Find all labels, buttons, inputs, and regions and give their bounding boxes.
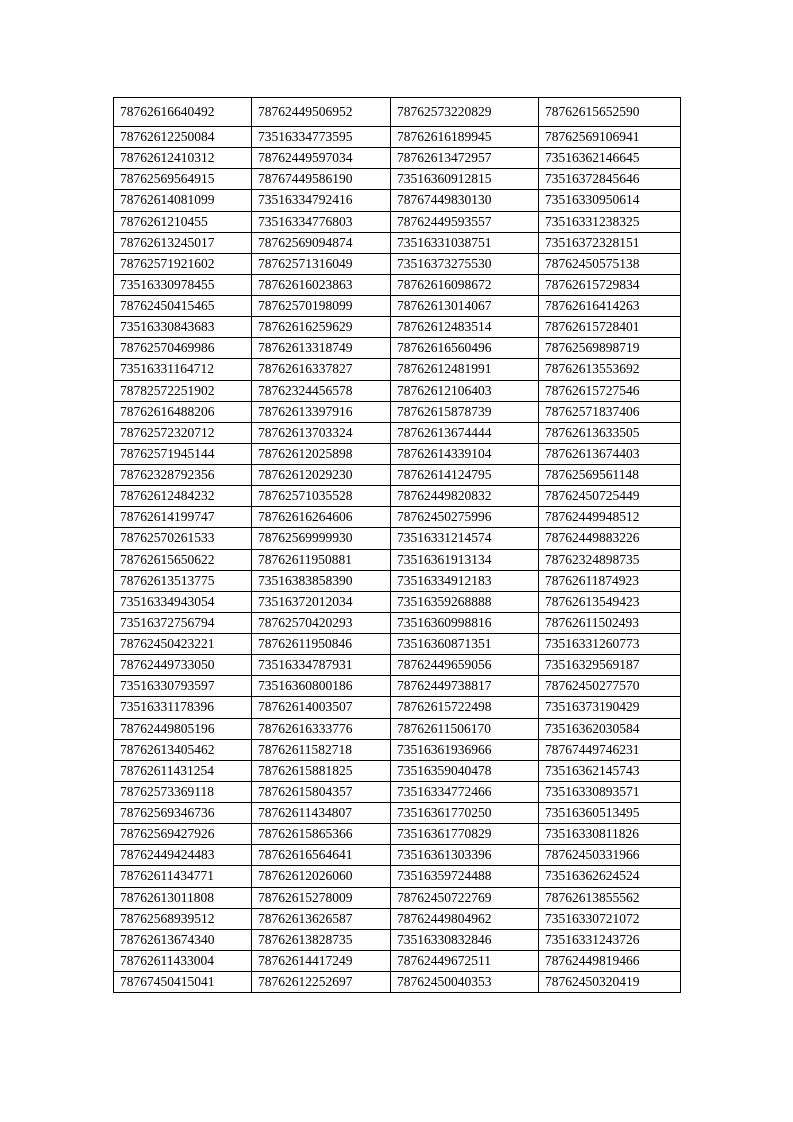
table-cell: 78762569561148 xyxy=(539,465,681,486)
table-cell: 78762613674340 xyxy=(114,929,252,950)
table-cell: 73516331260773 xyxy=(539,634,681,655)
table-row xyxy=(114,274,681,295)
table-cell: 78762612410312 xyxy=(114,148,252,169)
table-cell: 78762569898719 xyxy=(539,338,681,359)
table-cell: 78762615804357 xyxy=(252,781,391,802)
table-row xyxy=(114,232,681,253)
table-row xyxy=(114,718,681,739)
table-cell: 78762449733050 xyxy=(114,655,252,676)
table-cell: 7876261210455 xyxy=(114,211,252,232)
table-row xyxy=(114,422,681,443)
table-cell: 73516372756794 xyxy=(114,612,252,633)
table-row xyxy=(114,634,681,655)
table-row xyxy=(114,739,681,760)
table-cell: 78762449738817 xyxy=(391,676,539,697)
table-cell: 78767449586190 xyxy=(252,169,391,190)
table-row xyxy=(114,549,681,570)
table-cell: 78762616640492 xyxy=(114,98,252,127)
table-cell: 78762449593557 xyxy=(391,211,539,232)
table-cell: 78762450277570 xyxy=(539,676,681,697)
table-cell: 78767450415041 xyxy=(114,972,252,993)
table-cell: 78762573369118 xyxy=(114,781,252,802)
table-cell: 73516330843683 xyxy=(114,317,252,338)
table-cell: 78762612481991 xyxy=(391,359,539,380)
table-cell: 73516330950614 xyxy=(539,190,681,211)
table-cell: 73516361770250 xyxy=(391,803,539,824)
table-cell: 78762613318749 xyxy=(252,338,391,359)
table-cell: 73516331164712 xyxy=(114,359,252,380)
table-cell: 78762614339104 xyxy=(391,443,539,464)
table-cell: 78762449804962 xyxy=(391,908,539,929)
table-row xyxy=(114,401,681,422)
table-cell: 78762615722498 xyxy=(391,697,539,718)
table-cell: 78762613397916 xyxy=(252,401,391,422)
table-cell: 73516373190429 xyxy=(539,697,681,718)
table-cell: 78762569094874 xyxy=(252,232,391,253)
code-table xyxy=(113,97,681,993)
table-cell: 73516359268888 xyxy=(391,591,539,612)
table-cell: 78762616023863 xyxy=(252,274,391,295)
table-cell: 78762569564915 xyxy=(114,169,252,190)
table-cell: 78762613633505 xyxy=(539,422,681,443)
table-row xyxy=(114,443,681,464)
table-row xyxy=(114,972,681,993)
table-cell: 73516331238325 xyxy=(539,211,681,232)
table-row xyxy=(114,866,681,887)
table-cell: 73516373275530 xyxy=(391,253,539,274)
table-cell: 78762611582718 xyxy=(252,739,391,760)
table-cell: 73516331243726 xyxy=(539,929,681,950)
table-cell: 78762613674444 xyxy=(391,422,539,443)
table-cell: 73516330893571 xyxy=(539,781,681,802)
table-cell: 78762615881825 xyxy=(252,760,391,781)
table-row xyxy=(114,760,681,781)
table-cell: 78762613855562 xyxy=(539,887,681,908)
table-cell: 73516361770829 xyxy=(391,824,539,845)
table-row xyxy=(114,380,681,401)
table-cell: 78762570261533 xyxy=(114,528,252,549)
table-row xyxy=(114,908,681,929)
table-cell: 78762324456578 xyxy=(252,380,391,401)
table-cell: 78762616333776 xyxy=(252,718,391,739)
table-cell: 78762450320419 xyxy=(539,972,681,993)
table-cell: 78762612484232 xyxy=(114,486,252,507)
table-cell: 73516330721072 xyxy=(539,908,681,929)
table-cell: 78762611950881 xyxy=(252,549,391,570)
table-cell: 78762613549423 xyxy=(539,591,681,612)
table-cell: 73516362624524 xyxy=(539,866,681,887)
table-cell: 78762449820832 xyxy=(391,486,539,507)
table-cell: 73516331038751 xyxy=(391,232,539,253)
table-cell: 78762449948512 xyxy=(539,507,681,528)
table-cell: 78762571035528 xyxy=(252,486,391,507)
table-cell: 78762615729834 xyxy=(539,274,681,295)
table-cell: 78762615652590 xyxy=(539,98,681,127)
table-row xyxy=(114,338,681,359)
table-cell: 78762569346736 xyxy=(114,803,252,824)
table-cell: 73516334912183 xyxy=(391,570,539,591)
table-cell: 78762613828735 xyxy=(252,929,391,950)
table-cell: 78762449805196 xyxy=(114,718,252,739)
table-cell: 73516334943054 xyxy=(114,591,252,612)
table-cell: 78762328792356 xyxy=(114,465,252,486)
table-cell: 78762449506952 xyxy=(252,98,391,127)
table-cell: 78762611950846 xyxy=(252,634,391,655)
table-cell: 78762615878739 xyxy=(391,401,539,422)
table-cell: 78762449672511 xyxy=(391,950,539,971)
table-cell: 78762614124795 xyxy=(391,465,539,486)
table-cell: 73516360800186 xyxy=(252,676,391,697)
table-cell: 78762612250084 xyxy=(114,127,252,148)
table-cell: 78762571945144 xyxy=(114,443,252,464)
table-row xyxy=(114,296,681,317)
table-row xyxy=(114,950,681,971)
table-cell: 78762611506170 xyxy=(391,718,539,739)
table-cell: 73516372012034 xyxy=(252,591,391,612)
table-cell: 78762613405462 xyxy=(114,739,252,760)
table-cell: 78762616337827 xyxy=(252,359,391,380)
table-cell: 78762613245017 xyxy=(114,232,252,253)
table-cell: 78762613011808 xyxy=(114,887,252,908)
table-cell: 78762611502493 xyxy=(539,612,681,633)
table-row xyxy=(114,528,681,549)
table-cell: 78762572320712 xyxy=(114,422,252,443)
table-cell: 73516383858390 xyxy=(252,570,391,591)
table-cell: 73516362145743 xyxy=(539,760,681,781)
table-cell: 78762612483514 xyxy=(391,317,539,338)
table-cell: 78767449746231 xyxy=(539,739,681,760)
table-cell: 78762613553692 xyxy=(539,359,681,380)
table-cell: 78762613513775 xyxy=(114,570,252,591)
table-cell: 78762612252697 xyxy=(252,972,391,993)
table-cell: 78767449830130 xyxy=(391,190,539,211)
table-cell: 73516359040478 xyxy=(391,760,539,781)
table-cell: 73516359724488 xyxy=(391,866,539,887)
table-cell: 73516360998816 xyxy=(391,612,539,633)
table-row xyxy=(114,845,681,866)
table-cell: 78762449883226 xyxy=(539,528,681,549)
table-cell: 73516331214574 xyxy=(391,528,539,549)
table-cell: 78762449424483 xyxy=(114,845,252,866)
table-cell: 78762614003507 xyxy=(252,697,391,718)
table-cell: 78762612025898 xyxy=(252,443,391,464)
table-cell: 73516360513495 xyxy=(539,803,681,824)
table-row xyxy=(114,127,681,148)
table-cell: 78762611434807 xyxy=(252,803,391,824)
table-cell: 78762616098672 xyxy=(391,274,539,295)
table-row xyxy=(114,803,681,824)
table-cell: 78762450575138 xyxy=(539,253,681,274)
table-cell: 73516361913134 xyxy=(391,549,539,570)
table-cell: 78762611434771 xyxy=(114,866,252,887)
table-cell: 78762612029230 xyxy=(252,465,391,486)
table-cell: 78762615278009 xyxy=(252,887,391,908)
table-cell: 78762570198099 xyxy=(252,296,391,317)
table-cell: 73516331178396 xyxy=(114,697,252,718)
table-cell: 78762569999930 xyxy=(252,528,391,549)
table-row xyxy=(114,359,681,380)
table-cell: 78782572251902 xyxy=(114,380,252,401)
table-row xyxy=(114,887,681,908)
table-cell: 78762611431254 xyxy=(114,760,252,781)
table-cell: 78762570469986 xyxy=(114,338,252,359)
table-row xyxy=(114,507,681,528)
code-table-body xyxy=(114,98,681,993)
table-cell: 78762571837406 xyxy=(539,401,681,422)
table-cell: 73516329569187 xyxy=(539,655,681,676)
table-cell: 78762568939512 xyxy=(114,908,252,929)
table-cell: 78762616259629 xyxy=(252,317,391,338)
table-cell: 73516334773595 xyxy=(252,127,391,148)
table-row xyxy=(114,253,681,274)
table-row xyxy=(114,781,681,802)
table-cell: 78762613472957 xyxy=(391,148,539,169)
table-cell: 78762615865366 xyxy=(252,824,391,845)
table-row xyxy=(114,465,681,486)
table-cell: 73516334787931 xyxy=(252,655,391,676)
table-cell: 78762616414263 xyxy=(539,296,681,317)
table-cell: 78762569427926 xyxy=(114,824,252,845)
table-cell: 78762449819466 xyxy=(539,950,681,971)
table-cell: 78762615727546 xyxy=(539,380,681,401)
table-cell: 78762569106941 xyxy=(539,127,681,148)
table-cell: 78762614081099 xyxy=(114,190,252,211)
table-cell: 78762614199747 xyxy=(114,507,252,528)
table-row xyxy=(114,486,681,507)
table-row xyxy=(114,98,681,127)
table-cell: 73516372845646 xyxy=(539,169,681,190)
table-row xyxy=(114,190,681,211)
table-cell: 78762450725449 xyxy=(539,486,681,507)
table-cell: 78762573220829 xyxy=(391,98,539,127)
table-cell: 78762613014067 xyxy=(391,296,539,317)
table-row xyxy=(114,824,681,845)
table-row xyxy=(114,148,681,169)
table-row xyxy=(114,612,681,633)
table-row xyxy=(114,929,681,950)
table-cell: 78762616264606 xyxy=(252,507,391,528)
table-cell: 78762614417249 xyxy=(252,950,391,971)
table-cell: 78762616189945 xyxy=(391,127,539,148)
table-cell: 73516362030584 xyxy=(539,718,681,739)
table-cell: 73516362146645 xyxy=(539,148,681,169)
table-row xyxy=(114,169,681,190)
table-row xyxy=(114,570,681,591)
table-row xyxy=(114,655,681,676)
table-cell: 78762449659056 xyxy=(391,655,539,676)
table-cell: 73516334772466 xyxy=(391,781,539,802)
table-row xyxy=(114,591,681,612)
table-cell: 78762450722769 xyxy=(391,887,539,908)
table-cell: 78762612026060 xyxy=(252,866,391,887)
table-cell: 73516360871351 xyxy=(391,634,539,655)
table-cell: 78762450415465 xyxy=(114,296,252,317)
table-cell: 73516330793597 xyxy=(114,676,252,697)
table-cell: 78762613674403 xyxy=(539,443,681,464)
table-row xyxy=(114,697,681,718)
table-cell: 73516330811826 xyxy=(539,824,681,845)
table-row xyxy=(114,317,681,338)
table-cell: 78762450331966 xyxy=(539,845,681,866)
table-cell: 73516330978455 xyxy=(114,274,252,295)
table-cell: 73516372328151 xyxy=(539,232,681,253)
table-cell: 78762450423221 xyxy=(114,634,252,655)
table-cell: 78762613703324 xyxy=(252,422,391,443)
table-cell: 73516334776803 xyxy=(252,211,391,232)
table-cell: 73516360912815 xyxy=(391,169,539,190)
table-cell: 73516330832846 xyxy=(391,929,539,950)
table-cell: 78762616560496 xyxy=(391,338,539,359)
table-cell: 78762616564641 xyxy=(252,845,391,866)
table-cell: 73516361303396 xyxy=(391,845,539,866)
table-cell: 78762570420293 xyxy=(252,612,391,633)
table-row xyxy=(114,676,681,697)
table-cell: 78762571316049 xyxy=(252,253,391,274)
table-cell: 78762449597034 xyxy=(252,148,391,169)
table-row xyxy=(114,211,681,232)
table-cell: 78762612106403 xyxy=(391,380,539,401)
table-cell: 78762611433004 xyxy=(114,950,252,971)
table-cell: 78762450040353 xyxy=(391,972,539,993)
table-cell: 73516334792416 xyxy=(252,190,391,211)
table-cell: 78762450275996 xyxy=(391,507,539,528)
table-cell: 78762571921602 xyxy=(114,253,252,274)
table-cell: 78762613626587 xyxy=(252,908,391,929)
table-cell: 78762615650622 xyxy=(114,549,252,570)
table-cell: 78762611874923 xyxy=(539,570,681,591)
table-cell: 78762324898735 xyxy=(539,549,681,570)
table-cell: 78762615728401 xyxy=(539,317,681,338)
table-cell: 73516361936966 xyxy=(391,739,539,760)
table-cell: 78762616488206 xyxy=(114,401,252,422)
